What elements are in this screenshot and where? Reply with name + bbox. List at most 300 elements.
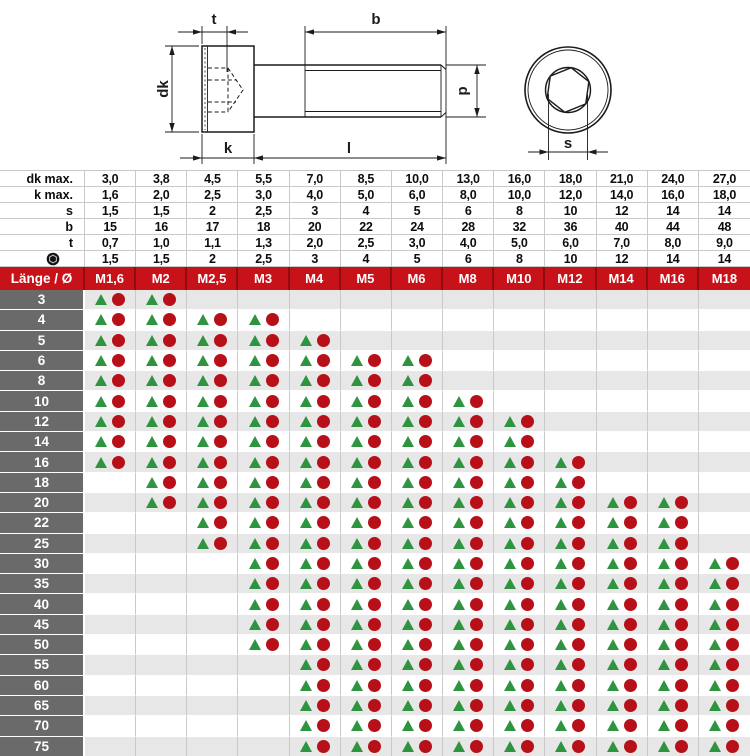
triangle-marker bbox=[146, 375, 158, 386]
length-row-label: 6 bbox=[0, 351, 85, 371]
availability-cell bbox=[443, 615, 494, 635]
availability-cell bbox=[187, 716, 238, 736]
availability-row bbox=[0, 290, 750, 310]
dimension-value: 14 bbox=[699, 251, 750, 267]
triangle-marker bbox=[453, 538, 465, 549]
availability-cell bbox=[597, 351, 648, 371]
triangle-marker bbox=[402, 741, 414, 752]
triangle-marker bbox=[300, 457, 312, 468]
circle-marker bbox=[214, 313, 227, 326]
availability-cell bbox=[392, 554, 443, 574]
size-column-header: M18 bbox=[711, 271, 738, 286]
circle-marker bbox=[726, 740, 739, 753]
availability-cell bbox=[187, 696, 238, 716]
circle-marker bbox=[419, 395, 432, 408]
circle-marker bbox=[163, 313, 176, 326]
triangle-marker bbox=[300, 355, 312, 366]
circle-marker bbox=[163, 374, 176, 387]
length-row-label: 70 bbox=[0, 716, 85, 736]
availability-cell bbox=[597, 554, 648, 574]
dimension-value: 7,0 bbox=[597, 235, 648, 251]
availability-cell bbox=[545, 432, 596, 452]
length-row-label: 55 bbox=[0, 655, 85, 675]
circle-marker bbox=[266, 577, 279, 590]
availability-cell bbox=[290, 635, 341, 655]
availability-cell bbox=[392, 391, 443, 411]
circle-marker bbox=[368, 719, 381, 732]
availability-cell bbox=[597, 290, 648, 310]
availability-cell bbox=[597, 493, 648, 513]
dimension-value: 13,0 bbox=[443, 171, 494, 187]
availability-cell bbox=[699, 594, 750, 614]
size-column-header: M8 bbox=[443, 267, 494, 290]
availability-cell bbox=[494, 513, 545, 533]
triangle-marker bbox=[555, 619, 567, 630]
availability-cell bbox=[85, 412, 136, 432]
circle-marker bbox=[624, 658, 637, 671]
triangle-marker bbox=[555, 517, 567, 528]
triangle-marker bbox=[402, 700, 414, 711]
circle-marker bbox=[368, 557, 381, 570]
availability-cell bbox=[648, 310, 699, 330]
availability-cell bbox=[545, 331, 596, 351]
availability-row bbox=[0, 534, 750, 554]
availability-cell bbox=[392, 351, 443, 371]
availability-cell bbox=[392, 290, 443, 310]
availability-cell bbox=[494, 716, 545, 736]
availability-cell bbox=[443, 737, 494, 756]
triangle-marker bbox=[95, 416, 107, 427]
triangle-marker bbox=[658, 659, 670, 670]
triangle-marker bbox=[658, 599, 670, 610]
circle-marker bbox=[266, 598, 279, 611]
availability-cell bbox=[699, 615, 750, 635]
availability-cell bbox=[136, 554, 187, 574]
triangle-marker bbox=[402, 477, 414, 488]
triangle-marker bbox=[197, 314, 209, 325]
availability-cell bbox=[290, 473, 341, 493]
circle-marker bbox=[675, 537, 688, 550]
availability-cell bbox=[699, 513, 750, 533]
availability-cell bbox=[238, 574, 289, 594]
availability-cell bbox=[136, 493, 187, 513]
triangle-marker bbox=[402, 599, 414, 610]
availability-cell bbox=[443, 452, 494, 472]
availability-row bbox=[0, 716, 750, 736]
availability-cell bbox=[290, 696, 341, 716]
availability-cell bbox=[648, 534, 699, 554]
availability-row bbox=[0, 594, 750, 614]
availability-cell bbox=[341, 493, 392, 513]
triangle-marker bbox=[709, 659, 721, 670]
availability-cell bbox=[648, 513, 699, 533]
circle-marker bbox=[266, 638, 279, 651]
triangle-marker bbox=[607, 558, 619, 569]
triangle-marker bbox=[351, 416, 363, 427]
availability-cell bbox=[341, 635, 392, 655]
circle-marker bbox=[624, 598, 637, 611]
circle-marker bbox=[572, 679, 585, 692]
dimension-value: 4 bbox=[341, 251, 392, 267]
availability-cell bbox=[187, 554, 238, 574]
circle-marker bbox=[624, 679, 637, 692]
circle-marker bbox=[368, 699, 381, 712]
dimension-value: 0,7 bbox=[85, 235, 136, 251]
availability-cell bbox=[238, 452, 289, 472]
circle-marker bbox=[317, 618, 330, 631]
circle-marker bbox=[317, 699, 330, 712]
circle-marker bbox=[419, 354, 432, 367]
availability-cell bbox=[187, 371, 238, 391]
length-row-label: 60 bbox=[0, 676, 85, 696]
circle-marker bbox=[368, 456, 381, 469]
circle-marker bbox=[368, 516, 381, 529]
triangle-marker bbox=[300, 700, 312, 711]
triangle-marker bbox=[504, 558, 516, 569]
side-view bbox=[202, 46, 446, 132]
availability-cell bbox=[290, 452, 341, 472]
circle-marker bbox=[368, 496, 381, 509]
triangle-marker bbox=[607, 720, 619, 731]
triangle-marker bbox=[402, 538, 414, 549]
availability-cell bbox=[187, 331, 238, 351]
availability-cell bbox=[290, 371, 341, 391]
availability-cell bbox=[136, 452, 187, 472]
availability-row bbox=[0, 737, 750, 756]
dimension-value: 44 bbox=[648, 219, 699, 235]
availability-cell bbox=[545, 452, 596, 472]
circle-marker bbox=[266, 476, 279, 489]
circle-marker bbox=[317, 334, 330, 347]
availability-cell bbox=[238, 594, 289, 614]
availability-cell bbox=[238, 473, 289, 493]
triangle-marker bbox=[504, 416, 516, 427]
availability-cell bbox=[187, 290, 238, 310]
length-row-label: 40 bbox=[0, 594, 85, 614]
availability-cell bbox=[699, 473, 750, 493]
dimension-value: 12 bbox=[597, 251, 648, 267]
circle-marker bbox=[419, 658, 432, 671]
triangle-marker bbox=[249, 355, 261, 366]
availability-cell bbox=[494, 452, 545, 472]
circle-marker bbox=[112, 293, 125, 306]
triangle-marker bbox=[402, 517, 414, 528]
dimension-value: 16,0 bbox=[494, 171, 545, 187]
circle-marker bbox=[112, 354, 125, 367]
availability-cell bbox=[648, 412, 699, 432]
circle-marker bbox=[521, 435, 534, 448]
availability-cell bbox=[545, 696, 596, 716]
triangle-marker bbox=[555, 457, 567, 468]
triangle-marker bbox=[249, 558, 261, 569]
availability-cell bbox=[494, 534, 545, 554]
availability-cell bbox=[290, 534, 341, 554]
availability-cell bbox=[648, 615, 699, 635]
size-column-header: M2 bbox=[136, 267, 187, 290]
availability-cell bbox=[443, 716, 494, 736]
circle-marker bbox=[214, 334, 227, 347]
availability-cell bbox=[648, 493, 699, 513]
availability-cell bbox=[597, 716, 648, 736]
availability-cell bbox=[238, 676, 289, 696]
dim-label-k: k bbox=[223, 140, 233, 157]
triangle-marker bbox=[709, 578, 721, 589]
availability-cell bbox=[238, 432, 289, 452]
availability-cell bbox=[597, 473, 648, 493]
circle-marker bbox=[419, 618, 432, 631]
triangle-marker bbox=[504, 619, 516, 630]
circle-marker bbox=[368, 354, 381, 367]
availability-row bbox=[0, 554, 750, 574]
availability-cell bbox=[699, 635, 750, 655]
availability-cell bbox=[443, 351, 494, 371]
availability-cell bbox=[85, 574, 136, 594]
availability-cell bbox=[136, 594, 187, 614]
triangle-marker bbox=[402, 375, 414, 386]
availability-cell bbox=[443, 655, 494, 675]
availability-cell bbox=[392, 655, 443, 675]
circle-marker bbox=[470, 699, 483, 712]
dim-label-s: s bbox=[563, 135, 573, 152]
triangle-marker bbox=[146, 477, 158, 488]
length-row-label: 18 bbox=[0, 473, 85, 493]
triangle-marker bbox=[709, 700, 721, 711]
dimension-value: 5,0 bbox=[341, 187, 392, 203]
dimension-row-hex-key bbox=[0, 251, 750, 267]
triangle-marker bbox=[709, 619, 721, 630]
availability-cell bbox=[648, 635, 699, 655]
dimension-value: 8 bbox=[494, 203, 545, 219]
triangle-marker bbox=[300, 558, 312, 569]
triangle-marker bbox=[95, 436, 107, 447]
availability-cell bbox=[494, 290, 545, 310]
availability-cell bbox=[85, 493, 136, 513]
availability-row bbox=[0, 676, 750, 696]
circle-marker bbox=[214, 395, 227, 408]
dimension-value: 6 bbox=[443, 251, 494, 267]
availability-cell bbox=[290, 716, 341, 736]
availability-cell bbox=[392, 676, 443, 696]
availability-cell bbox=[136, 391, 187, 411]
circle-marker bbox=[163, 354, 176, 367]
dimension-value: 1,5 bbox=[85, 251, 136, 267]
availability-cell bbox=[85, 635, 136, 655]
availability-cell bbox=[85, 513, 136, 533]
circle-marker bbox=[521, 598, 534, 611]
triangle-marker bbox=[504, 436, 516, 447]
dimension-value: 4,0 bbox=[290, 187, 341, 203]
availability-cell bbox=[85, 534, 136, 554]
triangle-marker bbox=[402, 619, 414, 630]
triangle-marker bbox=[555, 497, 567, 508]
circle-marker bbox=[214, 435, 227, 448]
availability-cell bbox=[238, 655, 289, 675]
availability-cell bbox=[545, 534, 596, 554]
circle-marker bbox=[112, 456, 125, 469]
availability-cell bbox=[341, 452, 392, 472]
circle-marker bbox=[266, 313, 279, 326]
availability-cell bbox=[443, 574, 494, 594]
circle-marker bbox=[470, 658, 483, 671]
triangle-marker bbox=[249, 599, 261, 610]
triangle-marker bbox=[453, 497, 465, 508]
triangle-marker bbox=[658, 558, 670, 569]
dimension-value: 16,0 bbox=[648, 187, 699, 203]
availability-cell bbox=[699, 737, 750, 756]
circle-marker bbox=[368, 577, 381, 590]
triangle-marker bbox=[607, 578, 619, 589]
triangle-marker bbox=[453, 558, 465, 569]
triangle-marker bbox=[453, 741, 465, 752]
triangle-marker bbox=[249, 578, 261, 589]
dimension-value: 4,0 bbox=[443, 235, 494, 251]
availability-cell bbox=[443, 493, 494, 513]
circle-marker bbox=[572, 496, 585, 509]
availability-cell bbox=[699, 391, 750, 411]
triangle-marker bbox=[300, 375, 312, 386]
dimension-value: 10 bbox=[545, 203, 596, 219]
dimension-value: 3,0 bbox=[238, 187, 289, 203]
circle-marker bbox=[266, 456, 279, 469]
dimension-value: 3,8 bbox=[136, 171, 187, 187]
availability-cell bbox=[597, 371, 648, 391]
availability-cell bbox=[341, 696, 392, 716]
dimension-value: 14 bbox=[648, 251, 699, 267]
availability-cell bbox=[392, 574, 443, 594]
availability-cell bbox=[187, 534, 238, 554]
triangle-marker bbox=[95, 314, 107, 325]
triangle-marker bbox=[453, 436, 465, 447]
triangle-marker bbox=[249, 538, 261, 549]
availability-cell bbox=[341, 432, 392, 452]
length-row-label: 3 bbox=[0, 290, 85, 310]
availability-cell bbox=[290, 594, 341, 614]
circle-marker bbox=[521, 638, 534, 651]
availability-row bbox=[0, 655, 750, 675]
triangle-marker bbox=[95, 396, 107, 407]
length-row-label: 4 bbox=[0, 310, 85, 330]
availability-cell bbox=[648, 737, 699, 756]
circle-marker bbox=[317, 557, 330, 570]
circle-marker bbox=[112, 415, 125, 428]
availability-row bbox=[0, 331, 750, 351]
availability-cell bbox=[85, 696, 136, 716]
circle-marker bbox=[419, 435, 432, 448]
availability-cell bbox=[136, 615, 187, 635]
availability-cell bbox=[341, 473, 392, 493]
circle-marker bbox=[726, 679, 739, 692]
triangle-marker bbox=[607, 680, 619, 691]
dimension-value: 1,1 bbox=[187, 235, 238, 251]
circle-marker bbox=[624, 557, 637, 570]
dimension-value: 8 bbox=[494, 251, 545, 267]
triangle-marker bbox=[453, 639, 465, 650]
circle-marker bbox=[470, 395, 483, 408]
triangle-marker bbox=[300, 680, 312, 691]
triangle-marker bbox=[197, 375, 209, 386]
availability-cell bbox=[341, 351, 392, 371]
dimension-value: 14,0 bbox=[597, 187, 648, 203]
circle-marker bbox=[214, 374, 227, 387]
circle-marker bbox=[368, 679, 381, 692]
availability-cell bbox=[392, 534, 443, 554]
availability-cell bbox=[136, 534, 187, 554]
dimension-value: 3,0 bbox=[85, 171, 136, 187]
triangle-marker bbox=[197, 416, 209, 427]
availability-cell bbox=[699, 331, 750, 351]
triangle-marker bbox=[402, 558, 414, 569]
dimension-value: 28 bbox=[443, 219, 494, 235]
triangle-marker bbox=[249, 416, 261, 427]
dimension-value: 8,0 bbox=[443, 187, 494, 203]
circle-marker bbox=[214, 456, 227, 469]
availability-cell bbox=[85, 554, 136, 574]
circle-marker bbox=[214, 476, 227, 489]
circle-marker bbox=[368, 618, 381, 631]
availability-cell bbox=[392, 716, 443, 736]
availability-cell bbox=[699, 655, 750, 675]
triangle-marker bbox=[607, 659, 619, 670]
availability-cell bbox=[699, 290, 750, 310]
availability-cell bbox=[443, 635, 494, 655]
availability-cell bbox=[238, 696, 289, 716]
availability-cell bbox=[545, 615, 596, 635]
triangle-marker bbox=[300, 497, 312, 508]
availability-cell bbox=[545, 655, 596, 675]
availability-cell bbox=[136, 696, 187, 716]
circle-marker bbox=[317, 719, 330, 732]
triangle-marker bbox=[504, 741, 516, 752]
circle-marker bbox=[572, 740, 585, 753]
availability-cell bbox=[699, 534, 750, 554]
length-row-label: 50 bbox=[0, 635, 85, 655]
triangle-marker bbox=[351, 355, 363, 366]
circle-marker bbox=[572, 456, 585, 469]
circle-marker bbox=[368, 415, 381, 428]
availability-cell bbox=[85, 290, 136, 310]
availability-cell bbox=[136, 513, 187, 533]
dimension-value: 12,0 bbox=[545, 187, 596, 203]
triangle-marker bbox=[249, 396, 261, 407]
circle-marker bbox=[470, 435, 483, 448]
circle-marker bbox=[317, 679, 330, 692]
availability-cell bbox=[648, 452, 699, 472]
triangle-marker bbox=[504, 578, 516, 589]
availability-cell bbox=[699, 452, 750, 472]
triangle-marker bbox=[249, 314, 261, 325]
availability-cell bbox=[699, 676, 750, 696]
availability-cell bbox=[136, 310, 187, 330]
dimension-value: 48 bbox=[699, 219, 750, 235]
dimension-value: 5,0 bbox=[494, 235, 545, 251]
triangle-marker bbox=[249, 375, 261, 386]
length-row-label: 8 bbox=[0, 371, 85, 391]
triangle-marker bbox=[607, 700, 619, 711]
triangle-marker bbox=[607, 639, 619, 650]
circle-marker bbox=[163, 456, 176, 469]
triangle-marker bbox=[351, 659, 363, 670]
availability-cell bbox=[341, 716, 392, 736]
length-row-label: 75 bbox=[0, 737, 85, 756]
triangle-marker bbox=[197, 457, 209, 468]
availability-cell bbox=[187, 493, 238, 513]
availability-cell bbox=[136, 412, 187, 432]
availability-cell bbox=[136, 716, 187, 736]
circle-marker bbox=[368, 740, 381, 753]
triangle-marker bbox=[351, 700, 363, 711]
triangle-marker bbox=[453, 457, 465, 468]
dimension-value: 1,3 bbox=[238, 235, 289, 251]
